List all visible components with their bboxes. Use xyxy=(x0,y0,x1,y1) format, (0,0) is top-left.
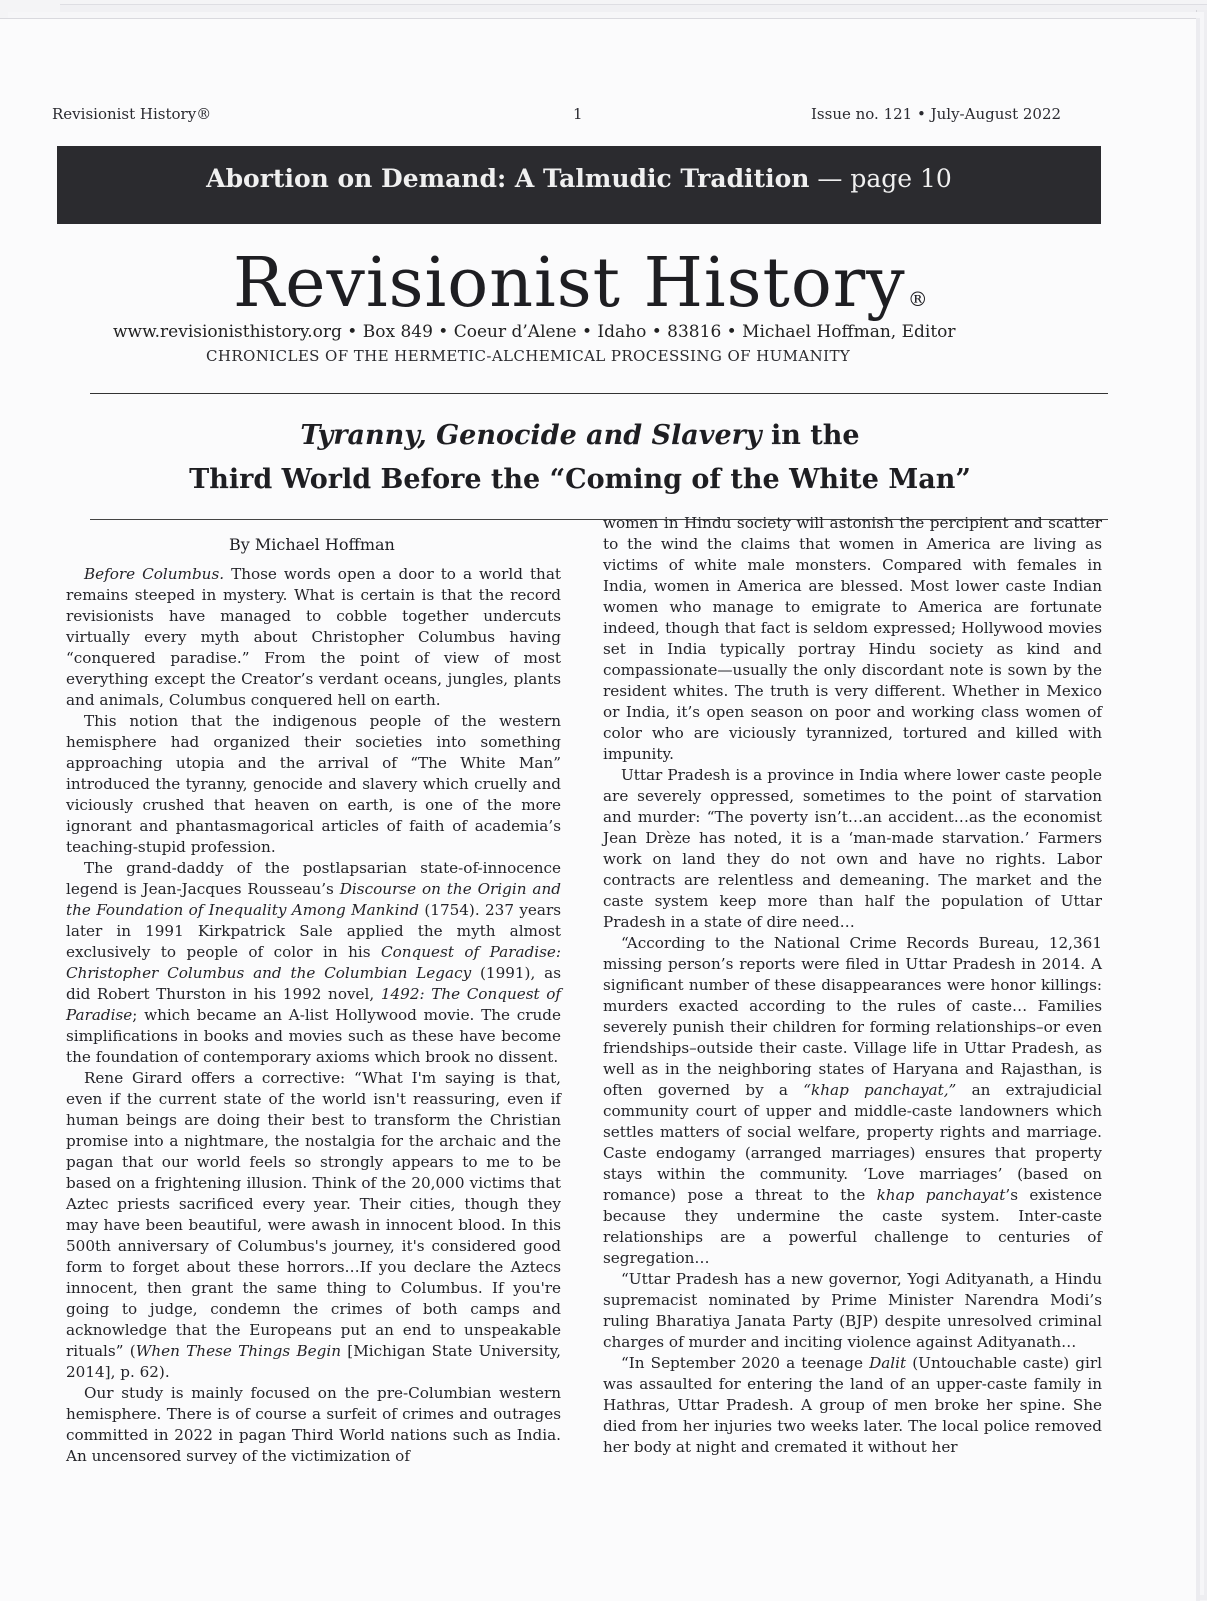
masthead-title xyxy=(233,244,929,323)
headline-rest: in the xyxy=(761,420,860,451)
paper-stack-edge-right xyxy=(1196,10,1207,1600)
paragraph: “In September 2020 a teenage Dalit (Untouchable caste) girl was assaulted for entering the land of an upper-caste family in Hathras, Uttar Pradesh. A group of men broke her spine. She died from her injuries two weeks later. The local police removed her body at night and cremated it without her xyxy=(603,1354,1102,1456)
masthead-contact: www.revisionisthistory.org • Box 849 • Coeur d’Alene • Idaho • 83816 • Michael Hoffman, Editor xyxy=(113,322,956,342)
cover-banner xyxy=(57,146,1101,224)
article-column-right xyxy=(603,513,1102,1458)
paper-stack-edge xyxy=(60,4,1207,19)
headline-line-2: Third World Before the “Coming of the White Man” xyxy=(189,464,971,495)
masthead-title-text: Revisionist History xyxy=(233,244,906,323)
banner-title: Abortion on Demand: A Talmudic Tradition xyxy=(206,163,810,193)
paragraph: “According to the National Crime Records Bureau, 12,361 missing person’s reports were filed in Uttar Pradesh in 2014. A significant number of these disappearances were honor killings: murders exacted according to the rules of caste… Families severely punish their children for forming relationships–or even friendships–outside their caste. Village life in Uttar Pradesh, as well as in the neighboring states of Haryana and Rajasthan, is often governed by a “khap panchayat,” an extrajudicial community court of upper and middle-caste landowners which settles matters of social welfare, property rights and marriage. Caste endogamy (arranged marriages) ensures that property stays within the community. ‘Love marriages’ (based on romance) pose a threat to the khap panchayat’s existence because they undermine the caste system. Inter-caste relationships are a powerful challenge to centuries of segregation… xyxy=(603,934,1103,1267)
paragraph: Uttar Pradesh is a province in India where lower caste people are severely oppressed, sometimes to the point of starvation and murder: “The poverty isn’t…an accident…as the economist Jean Drèze has noted, it is a ‘man-made starvation.’ Farmers work on land they do not own and have no rights. Labor contracts are relentless and demeaning. The market and the caste system keep more than half the population of Uttar Pradesh in a state of dire need… xyxy=(603,766,1102,931)
header-issue: Issue no. 121 • July-August 2022 xyxy=(811,105,1062,123)
masthead-tagline: CHRONICLES OF THE HERMETIC-ALCHEMICAL PROCESSING OF HUMANITY xyxy=(206,347,851,365)
paragraph: Before Columbus. Those words open a door to a world that remains steeped in mystery. What is certain is that the record revisionists have managed to cobble together undercuts virtually every myth about Christopher Columbus having “conquered paradise.” From the point of view of most everything except the Creator’s verdant oceans, jungles, plants and animals, Columbus conquered hell on earth. xyxy=(66,565,561,709)
header-publication: Revisionist History® xyxy=(52,105,212,123)
paragraph: Our study is mainly focused on the pre-Columbian western hemisphere. There is of course a surfeit of crimes and outrages committed in 2022 in pagan Third World nations such as India. An uncensored survey of the victimization of xyxy=(66,1384,561,1465)
paragraph: women in Hindu society will astonish the percipient and scatter to the wind the claims that women in America are living as victims of white male monsters. Compared with females in India, women in America are blessed. Most lower caste Indian women who manage to emigrate to America are fortunate indeed, though that fact is seldom expressed; Hollywood movies set in India typically portray Hindu society as kind and compassionate—usually the only discordant note is sown by the resident whites. The truth is very different. Whether in Mexico or India, it’s open season on poor and working class women of color who are viciously tyrannized, tortured and killed with impunity. xyxy=(603,514,1102,763)
header-page-number: 1 xyxy=(573,105,583,123)
registered-mark: ® xyxy=(907,287,929,311)
headline-line-1 xyxy=(60,420,1100,451)
paragraph: The grand-daddy of the postlapsarian state-of-innocence legend is Jean-Jacques Rousseau’s Discourse on the Origin and the Foundation of Inequality Among Mankind (1754). 237 years later in 1991 Kirkpatrick Sale applied the myth almost exclusively to people of color in his Conquest of Paradise: Christopher Columbus and the Columbian Legacy (1991), as did Robert Thurston in his 1992 novel, 1492: The Conquest of Paradise; which became an A-list Hollywood movie. The crude simplifications in books and movies such as these have become the foundation of contemporary axioms which brook no dissent. xyxy=(66,859,561,1066)
paragraph: This notion that the indigenous people of the western hemisphere had organized their societies into something approaching utopia and the arrival of “The White Man” introduced the tyranny, genocide and slavery which cruelly and viciously crushed that heaven on earth, is one of the more ignorant and phantasmagorical articles of faith of academia’s teaching-stupid profession. xyxy=(66,712,561,856)
divider-top xyxy=(90,393,1108,394)
headline-italic: Tyranny, Genocide and Slavery xyxy=(300,420,762,451)
banner-page-ref: — page 10 xyxy=(817,163,952,193)
paragraph: “Uttar Pradesh has a new governor, Yogi Adityanath, a Hindu supremacist nominated by Prime Minister Narendra Modi’s ruling Bharatiya Janata Party (BJP) despite unresolved criminal charges of murder and inciting violence against Adityanath… xyxy=(603,1270,1102,1351)
article-column-left xyxy=(66,564,561,1467)
byline: By Michael Hoffman xyxy=(229,535,395,554)
paragraph: Rene Girard offers a corrective: “What I'm saying is that, even if the current state of the world isn't reassuring, even if human beings are doing their best to transform the Christian promise into a nightmare, the nostalgia for the archaic and the pagan that our world feels so strongly appears to me to be based on a frightening illusion. Think of the 20,000 victims that Aztec priests sacrificed every year. Their cities, though they may have been beautiful, were awash in innocent blood. In this 500th anniversary of Columbus's journey, it's considered good form to forget about these horrors…If you declare the Aztecs innocent, then grant the same thing to Columbus. If you're going to judge, condemn the crimes of both camps and acknowledge that the Europeans put an end to unspeakable rituals” (When These Things Begin [Michigan State University, 2014], p. 62). xyxy=(66,1069,561,1381)
